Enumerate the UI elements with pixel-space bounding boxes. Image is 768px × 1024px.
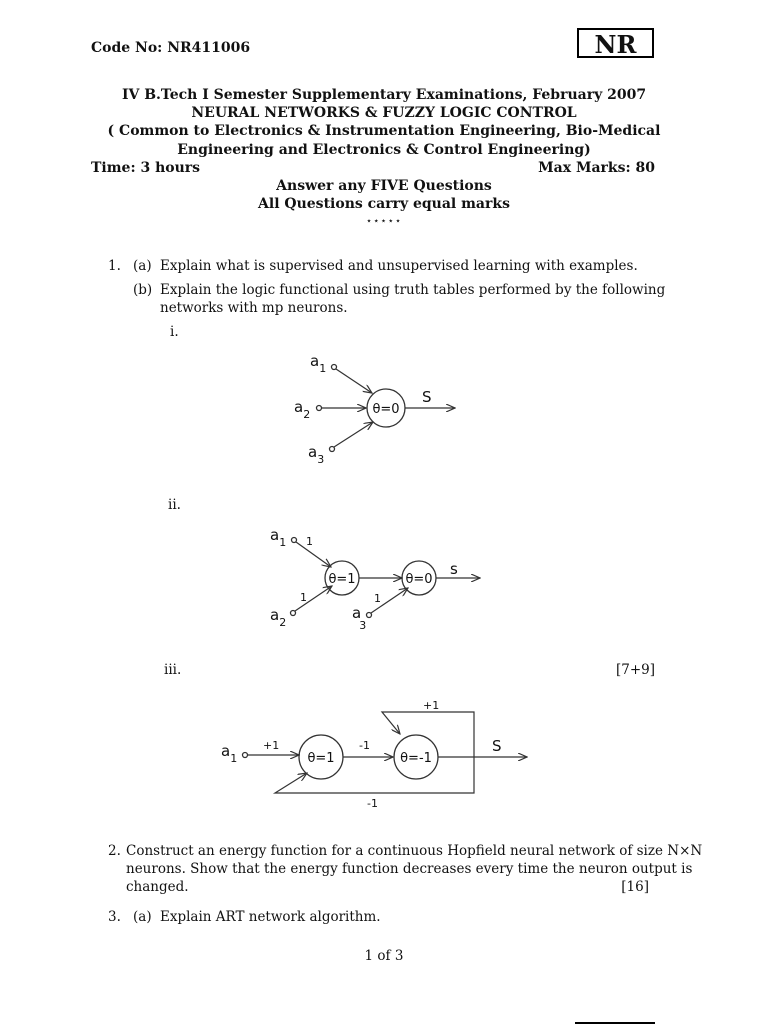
q3a-text: Explain ART network algorithm. bbox=[160, 909, 381, 925]
d3-feedback-bottom bbox=[275, 757, 474, 793]
page-number: 1 of 3 bbox=[364, 948, 404, 964]
q2-text-line3: changed. bbox=[126, 879, 189, 895]
d1-input-a2: $a_2$ bbox=[294, 398, 311, 421]
d2-edge-a1 bbox=[296, 542, 331, 567]
d1-edge-a1 bbox=[336, 369, 372, 393]
common-line-1: ( Common to Electronics & Instrumentation Engineering, Bio-Medical bbox=[107, 123, 661, 139]
d3-weight-bottom: -1 bbox=[367, 797, 378, 810]
d2-weight-a3: 1 bbox=[374, 592, 381, 605]
q1b-sub-ii: ii. bbox=[168, 497, 181, 513]
diagram-i bbox=[280, 345, 480, 470]
subject-title: NEURAL NETWORKS & FUZZY LOGIC CONTROL bbox=[191, 105, 577, 121]
nr-badge: NR bbox=[577, 28, 654, 58]
d3-threshold-2: θ=-1 bbox=[400, 751, 432, 766]
code-number: Code No: NR411006 bbox=[91, 40, 251, 56]
d1-input-a1: $a_1$ bbox=[310, 352, 327, 375]
q1b-text-line1: Explain the logic functional using truth tables performed by the following bbox=[160, 282, 666, 298]
q2-number: 2. bbox=[108, 843, 121, 859]
q2-text-line1: Construct an energy function for a continuous Hopfield neural network of size N×N bbox=[126, 843, 703, 859]
d2-output-label: s bbox=[450, 560, 458, 578]
diagram-iii bbox=[215, 692, 535, 817]
q1b-label: (b) bbox=[133, 282, 153, 298]
q1a-label: (a) bbox=[133, 258, 152, 274]
q2-marks: [16] bbox=[621, 879, 649, 895]
d2-input-node-2 bbox=[291, 611, 296, 616]
d2-input-a3: a 3 bbox=[352, 604, 367, 632]
max-marks-label: Max Marks: 80 bbox=[538, 160, 655, 176]
common-line-2: Engineering and Electronics & Control Engineering) bbox=[177, 142, 591, 158]
d2-weight-a2: 1 bbox=[300, 591, 307, 604]
diagram-ii bbox=[262, 520, 492, 635]
d3-output-label: S bbox=[492, 737, 502, 755]
exam-line: IV B.Tech I Semester Supplementary Examinations, February 2007 bbox=[121, 87, 647, 103]
d2-input-a1: $a_1$ bbox=[270, 526, 287, 549]
d3-weight-in: +1 bbox=[263, 739, 280, 752]
d2-threshold-2: θ=0 bbox=[405, 572, 433, 587]
q1-marks: [7+9] bbox=[615, 662, 655, 678]
d2-threshold-1: θ=1 bbox=[328, 572, 356, 587]
d2-weight-a1: 1 bbox=[306, 535, 313, 548]
q3-number: 3. bbox=[108, 909, 121, 925]
d3-weight-top: +1 bbox=[423, 699, 440, 712]
q1b-sub-iii: iii. bbox=[164, 662, 182, 678]
d1-threshold: θ=0 bbox=[372, 402, 400, 417]
instruction-1: Answer any FIVE Questions bbox=[276, 178, 492, 194]
d2-input-a2: $a_2$ bbox=[270, 606, 287, 629]
d3-input-node-1 bbox=[243, 753, 248, 758]
d1-input-node-1 bbox=[332, 365, 337, 370]
d1-input-node-3 bbox=[330, 447, 335, 452]
d1-input-a3: $a_3$ bbox=[308, 443, 325, 466]
d3-weight-mid: -1 bbox=[359, 739, 370, 752]
instruction-2: All Questions carry equal marks bbox=[258, 196, 510, 212]
d3-threshold-1: θ=1 bbox=[307, 751, 335, 766]
d3-input-a1: $a_1$ bbox=[221, 742, 238, 765]
d2-input-node-1 bbox=[292, 538, 297, 543]
q1b-text-line2: networks with mp neurons. bbox=[160, 300, 348, 316]
d1-input-node-2 bbox=[317, 406, 322, 411]
q1b-sub-i: i. bbox=[170, 324, 179, 340]
time-label: Time: 3 hours bbox=[91, 160, 201, 176]
q1a-text: Explain what is supervised and unsupervised learning with examples. bbox=[160, 258, 638, 274]
stars-divider: ⋆⋆⋆⋆⋆ bbox=[365, 216, 403, 227]
d1-edge-a3 bbox=[334, 422, 373, 447]
q1-number: 1. bbox=[108, 258, 121, 274]
d2-input-node-3 bbox=[367, 613, 372, 618]
d1-output-label: S bbox=[422, 388, 432, 406]
q2-text-line2: neurons. Show that the energy function decreases every time the neuron output is bbox=[126, 861, 693, 877]
q3a-label: (a) bbox=[133, 909, 152, 925]
